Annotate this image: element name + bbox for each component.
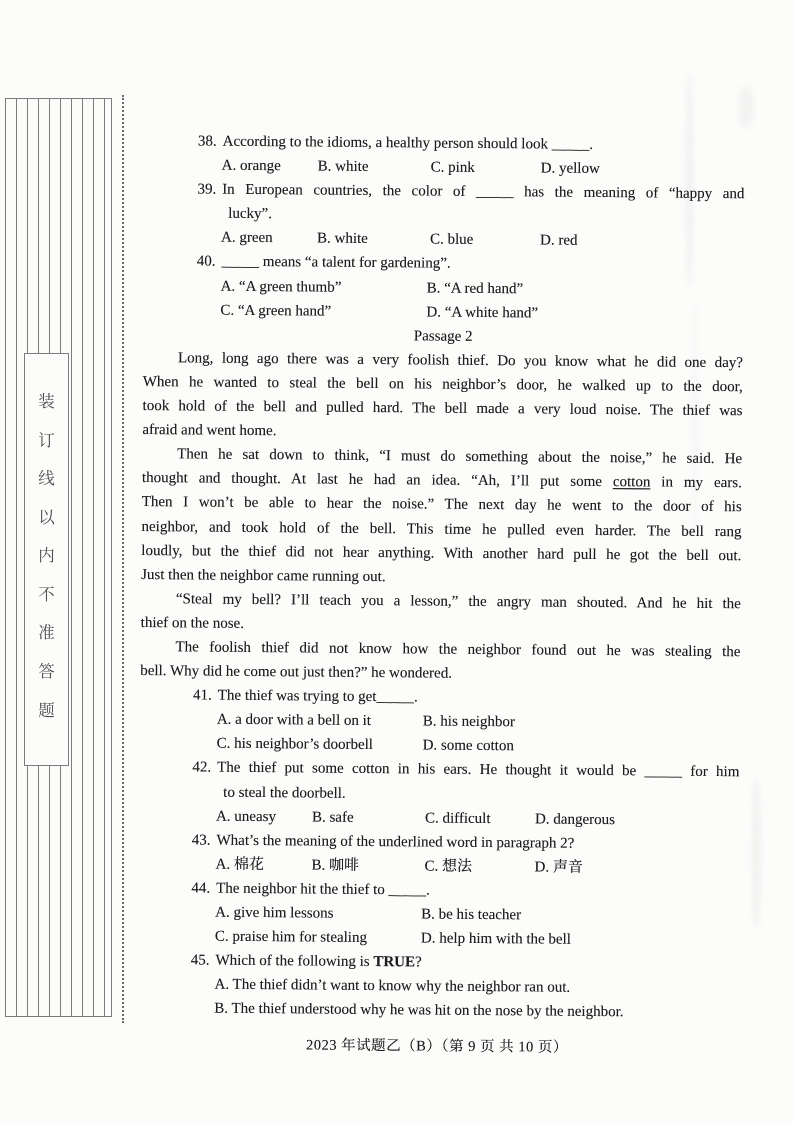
option-c: C. praise him for stealing — [214, 928, 368, 947]
passage-paragraph-1-line: took hold of the bell and pulled hard. The bell made a very loud noise. The thief was — [142, 398, 743, 420]
binding-char: 不 — [38, 584, 55, 604]
option-b: B. The thief understood why he was hit on the nose by the neighbor. — [214, 1001, 624, 1021]
passage-paragraph-4-line: bell. Why did he come out just then?” he wondered. — [140, 663, 453, 682]
underlined-word-cotton: cotton — [612, 474, 651, 491]
option-a: A. 棉花 — [215, 856, 264, 873]
binding-char: 订 — [38, 430, 55, 450]
passage-paragraph-3-line: thief on the nose. — [140, 614, 245, 632]
passage-paragraph-2-line: Just then the neighbor came running out. — [141, 566, 386, 585]
question-38-text: According to the idioms, a healthy person should look _____. — [222, 133, 594, 153]
passage-paragraph-2-line: Then he sat down to think, “I must do something about the noise,” he said. He — [177, 446, 743, 468]
binding-char: 准 — [38, 623, 55, 643]
binding-char: 答 — [38, 661, 55, 681]
binding-char: 线 — [38, 469, 55, 489]
passage-paragraph-4-line: The foolish thief did not know how the neighbor found out he was stealing the — [175, 639, 741, 661]
option-b: B. white — [316, 230, 368, 248]
option-a: A. orange — [221, 157, 281, 175]
option-d: D. some cotton — [422, 737, 514, 755]
option-d: D. yellow — [540, 160, 600, 178]
passage-paragraph-1-line: afraid and went home. — [142, 422, 277, 440]
question-39-number: 39. — [197, 181, 217, 198]
perforation-line — [122, 95, 124, 1023]
binding-char: 题 — [38, 700, 55, 720]
question-40-number: 40. — [196, 253, 216, 271]
option-a: A. a door with a bell on it — [216, 711, 372, 730]
option-b: B. “A red hand” — [426, 280, 524, 297]
option-b: B. his neighbor — [422, 713, 515, 731]
option-c: C. difficult — [424, 810, 491, 827]
option-b: B. safe — [311, 809, 354, 826]
option-c: C. pink — [430, 159, 475, 176]
question-44-number: 44. — [191, 880, 211, 897]
passage-paragraph-2-line: loudly, but the thief did not hear anything. With another hard pull he got the bell out. — [141, 542, 742, 564]
option-a: A. give him lessons — [215, 904, 334, 922]
text-after-underline: in my ears. — [650, 474, 742, 492]
option-c: C. “A green hand” — [220, 302, 332, 320]
passage-paragraph-2-line: Then I won’t be able to hear the noise.” The next day he went to the door of his — [141, 494, 742, 516]
page-footer: 2023 年试题乙（B）（第 9 页 共 10 页） — [305, 1037, 569, 1057]
passage-title: Passage 2 — [413, 328, 473, 345]
option-b: B. white — [317, 158, 369, 176]
binding-label-column — [24, 353, 69, 766]
passage-paragraph-1-line: When he wanted to steal the bell on his neighbor’s door, he walked up to the door, — [142, 373, 743, 396]
option-d: D. 声音 — [534, 859, 583, 876]
question-45-text: Which of the following is — [215, 952, 374, 971]
option-a: A. The thief didn’t want to know why the neighbor ran out. — [214, 976, 571, 997]
option-d: D. help him with the bell — [420, 930, 571, 948]
binding-char: 以 — [38, 507, 55, 527]
question-45-true-keyword: TRUE — [373, 954, 416, 971]
option-a: A. “A green thumb” — [220, 278, 342, 296]
option-d: D. red — [539, 232, 578, 250]
question-39-text: In European countries, the color of _____ has the meaning of “happy and — [222, 181, 745, 203]
question-45-number: 45. — [190, 952, 210, 969]
option-c: C. blue — [429, 231, 474, 249]
binding-char: 内 — [38, 546, 55, 566]
text-before-underline: thought and thought. At last he had an idea. “Ah, I’ll put some — [141, 470, 613, 491]
option-b: B. 咖啡 — [311, 857, 360, 874]
question-42-stem-continued: to steal the doorbell. — [223, 784, 346, 802]
option-a: A. uneasy — [215, 808, 277, 825]
option-d: D. “A white hand” — [426, 304, 539, 322]
question-45-text-end: ? — [414, 954, 422, 971]
scan-smudge — [752, 778, 761, 928]
question-40-text: _____ means “a talent for gardening”. — [221, 254, 451, 273]
question-39-stem-continued: lucky”. — [228, 206, 273, 223]
passage-paragraph-2-line: neighbor, and took hold of the bell. This time he pulled even harder. The bell rang — [141, 518, 742, 540]
question-42-text: The thief put some cotton in his ears. He thought it would be _____ for him — [217, 760, 740, 781]
option-a: A. green — [220, 230, 273, 247]
option-c: C. his neighbor’s doorbell — [216, 735, 374, 754]
binding-char: 装 — [38, 392, 55, 411]
passage-paragraph-3-line: “Steal my bell? I’ll teach you a lesson,” the angry man shouted. And he hit the — [175, 591, 741, 612]
question-42-number: 42. — [192, 759, 212, 777]
question-38-number: 38. — [197, 133, 217, 150]
binding-strip — [5, 98, 112, 1017]
scan-smudge — [738, 86, 754, 128]
option-d: D. dangerous — [534, 811, 616, 828]
option-b: B. be his teacher — [421, 906, 522, 924]
passage-paragraph-1-line: Long, long ago there was a very foolish thief. Do you know what he did one day? — [177, 350, 744, 372]
question-41-text: The thief was trying to get_____. — [217, 687, 418, 706]
exam-content — [137, 129, 745, 1062]
question-43-number: 43. — [191, 832, 211, 849]
question-43-text: What’s the meaning of the underlined word in paragraph 2? — [216, 832, 575, 852]
question-41-number: 41. — [192, 687, 212, 704]
option-c: C. 想法 — [424, 858, 473, 875]
question-44-text: The neighbor hit the thief to _____. — [216, 880, 430, 899]
